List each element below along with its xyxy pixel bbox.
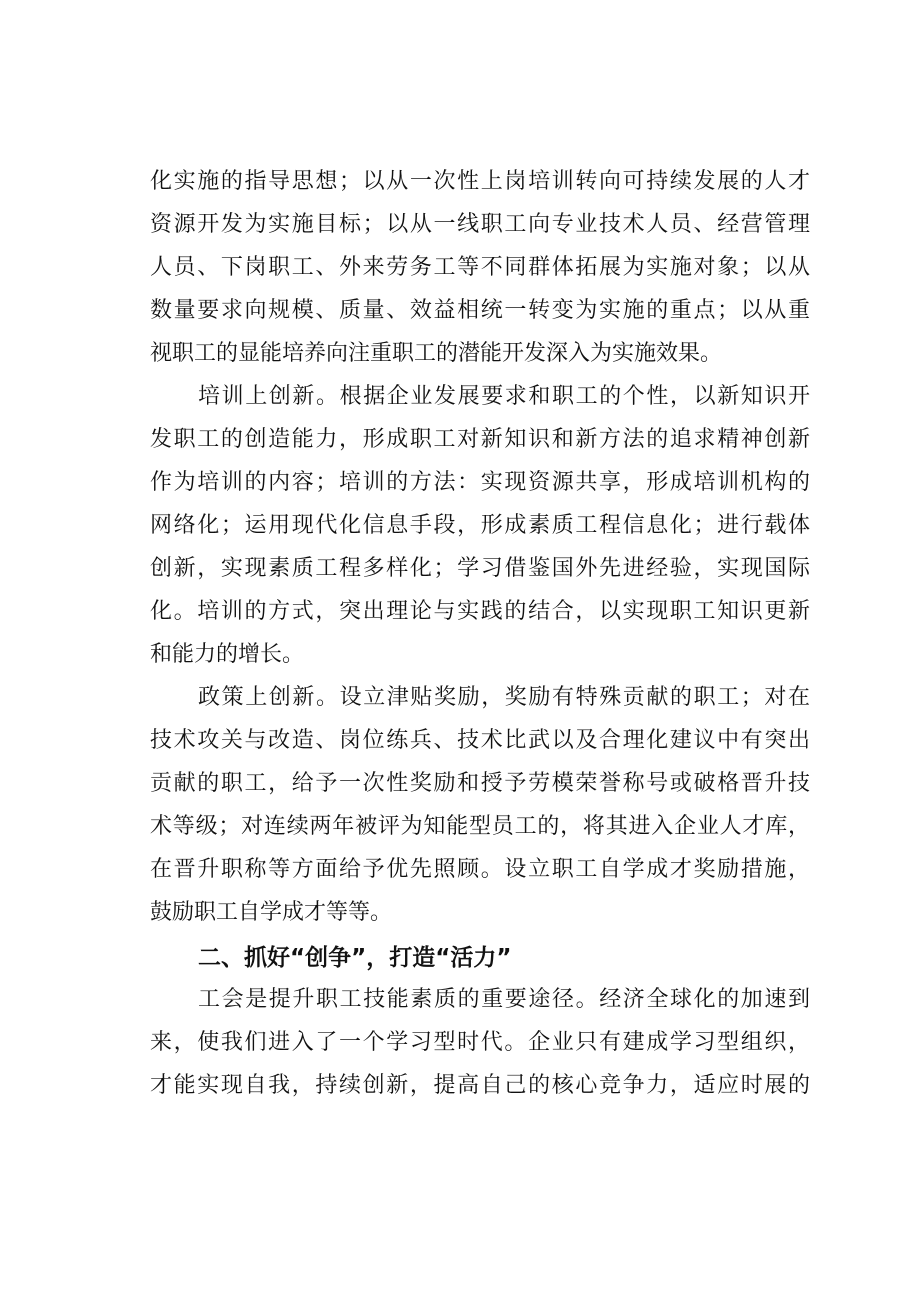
section-heading: 二、抓好“创争”，打造“活力” xyxy=(198,945,512,971)
paragraph-2-line-3: 作为培训的内容；培训的方法：实现资源共享，形成培训机构的 xyxy=(150,470,810,495)
paragraph-2-line-5: 创新，实现素质工程多样化；学习借鉴国外先进经验，实现国际 xyxy=(150,556,810,581)
paragraph-4-line-1: 工会是提升职工技能素质的重要途径。经济全球化的加速到 xyxy=(198,987,810,1012)
paragraph-1-line-3: 人员、下岗职工、外来劳务工等不同群体拓展为实施对象；以从 xyxy=(150,255,810,280)
paragraph-2-line-2: 发职工的创造能力，形成职工对新知识和新方法的追求精神创新 xyxy=(150,427,810,452)
paragraph-1-line-2: 资源开发为实施目标；以从一线职工向专业技术人员、经营管理 xyxy=(150,212,810,237)
paragraph-2-line-1: 培训上创新。根据企业发展要求和职工的个性，以新知识开 xyxy=(198,384,810,409)
paragraph-4-line-3: 才能实现自我，持续创新，提高自己的核心竞争力，适应时展的 xyxy=(150,1073,810,1098)
paragraph-3-line-4: 术等级；对连续两年被评为知能型员工的，将其进入企业人才库， xyxy=(150,814,810,839)
paragraph-1-line-4: 数量要求向规模、质量、效益相统一转变为实施的重点；以从重 xyxy=(150,298,810,323)
paragraph-1-line-1: 化实施的指导思想；以从一次性上岗培训转向可持续发展的人才 xyxy=(150,169,810,194)
paragraph-3-line-1: 政策上创新。设立津贴奖励，奖励有特殊贡献的职工；对在 xyxy=(198,685,810,710)
paragraph-1-line-5: 视职工的显能培养向注重职工的潜能开发深入为实施效果。 xyxy=(150,341,723,366)
paragraph-4-line-2: 来，使我们进入了一个学习型时代。企业只有建成学习型组织， xyxy=(150,1030,810,1055)
paragraph-2-line-6: 化。培训的方式，突出理论与实践的结合，以实现职工知识更新 xyxy=(150,599,810,624)
paragraph-3-line-5: 在晋升职称等方面给予优先照顾。设立职工自学成才奖励措施， xyxy=(150,857,810,882)
paragraph-2-line-4: 网络化；运用现代化信息手段，形成素质工程信息化；进行载体 xyxy=(150,513,810,538)
paragraph-2-line-7: 和能力的增长。 xyxy=(150,642,305,667)
paragraph-3-line-2: 技术攻关与改造、岗位练兵、技术比武以及合理化建议中有突出 xyxy=(150,728,810,753)
paragraph-3-line-3: 贡献的职工，给予一次性奖励和授予劳模荣誉称号或破格晋升技 xyxy=(150,771,810,796)
paragraph-3-line-6: 鼓励职工自学成才等等。 xyxy=(150,900,393,925)
